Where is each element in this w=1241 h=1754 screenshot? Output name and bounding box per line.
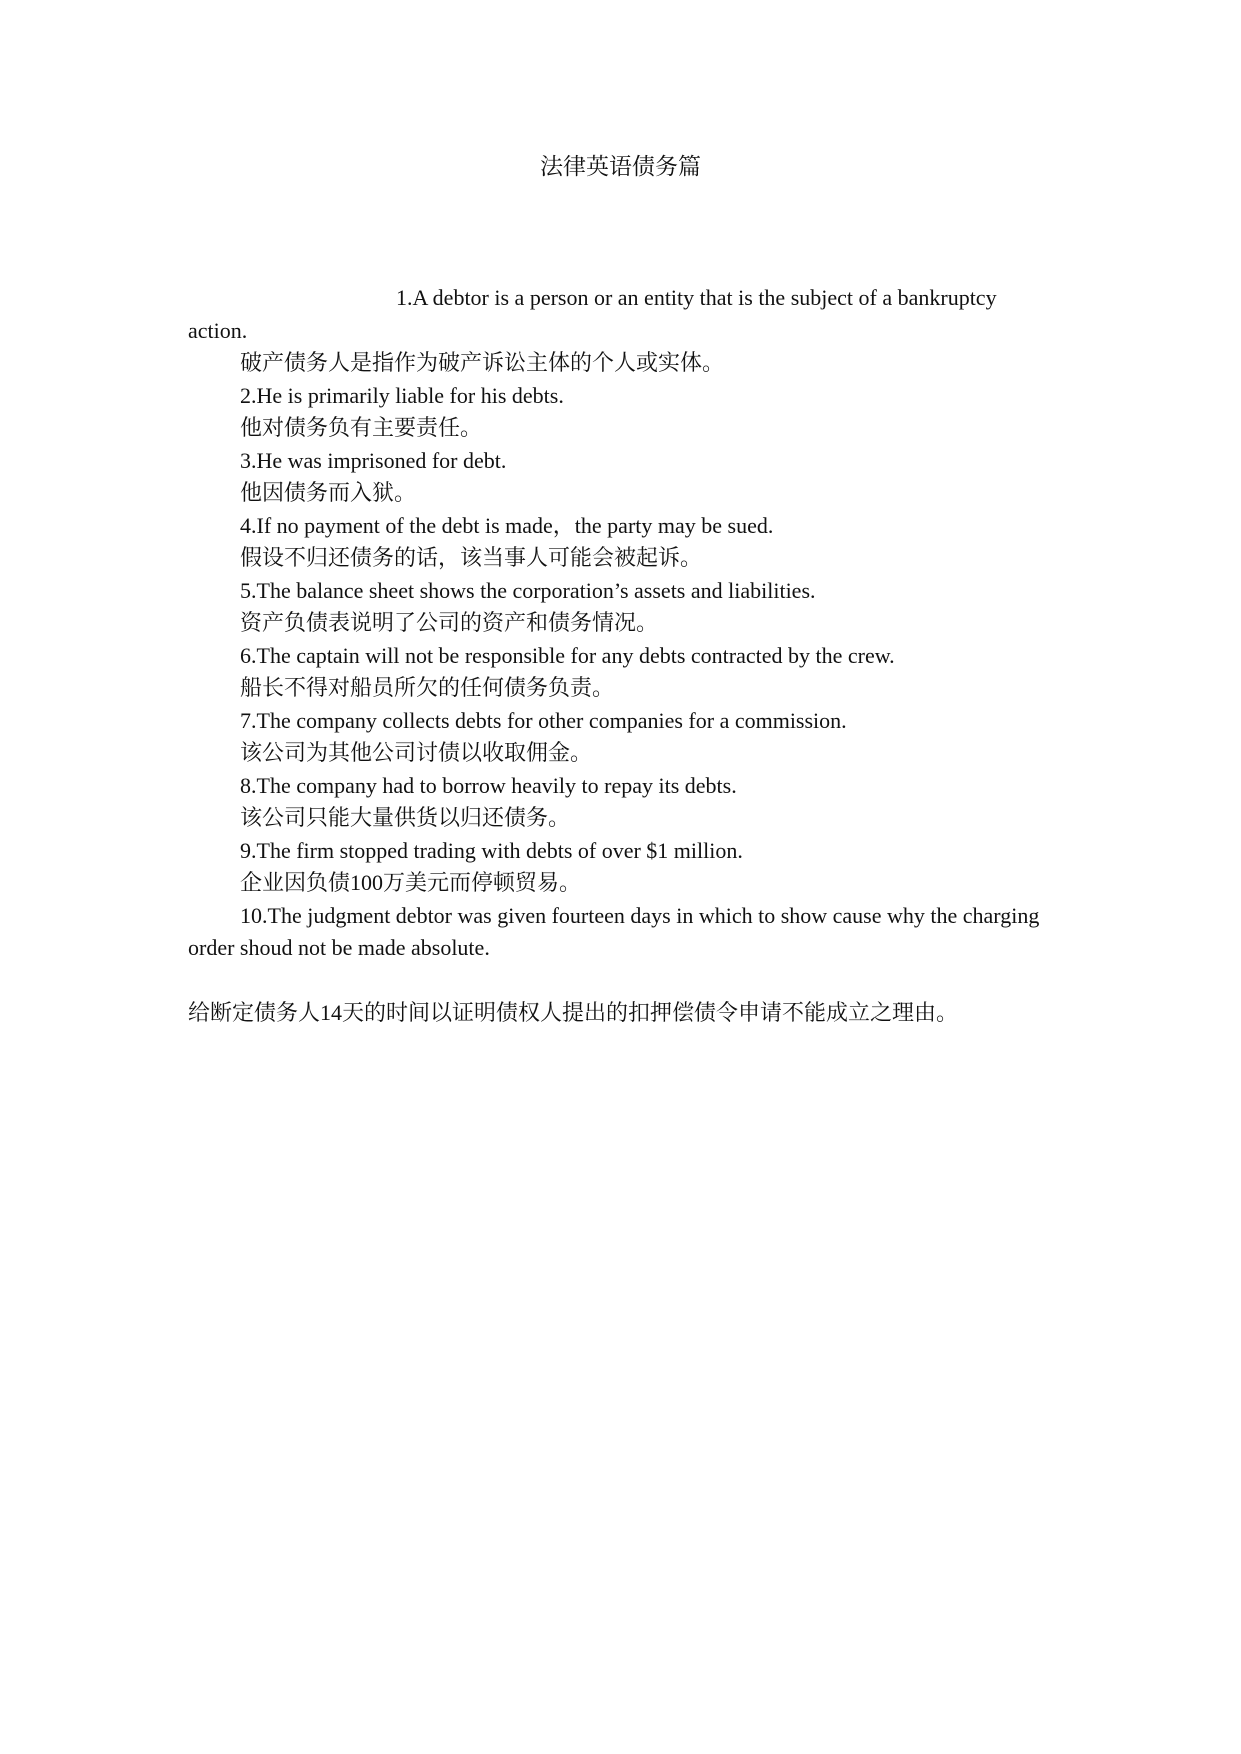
item-10-english: 10.The judgment debtor was given fourteen days in which to show cause why the charging order shoud not be made absolute. (188, 902, 1040, 960)
item-1-chinese: 破产债务人是指作为破产诉讼主体的个人或实体。 (240, 350, 725, 375)
item-6-chinese: 船长不得对船员所欠的任何债务负责。 (240, 675, 615, 700)
document-body (188, 282, 1058, 1029)
closing-translation: 给断定债务人14天的时间以证明债权人提出的扣押偿债令申请不能成立之理由。 (188, 999, 959, 1025)
item-7-chinese: 该公司为其他公司讨债以收取佣金。 (240, 740, 593, 765)
item-9-english: 9.The firm stopped trading with debts of over $1 million. (240, 837, 743, 863)
item-4-english: 4.If no payment of the debt is made，the party may be sued. (240, 512, 774, 538)
item-6-english: 6.The captain will not be responsible for any debts contracted by the crew. (240, 642, 895, 668)
item-9-chinese: 企业因负债100万美元而停顿贸易。 (240, 870, 582, 895)
item-3-english: 3.He was imprisoned for debt. (240, 447, 507, 473)
item-7-english: 7.The company collects debts for other companies for a commission. (240, 707, 847, 733)
item-3-chinese: 他因债务而入狱。 (240, 480, 417, 505)
document-title: 法律英语债务篇 (540, 154, 701, 179)
item-8-chinese: 该公司只能大量供货以归还债务。 (240, 805, 571, 830)
item-5-english: 5.The balance sheet shows the corporation’s assets and liabilities. (240, 577, 816, 603)
item-8-english: 8.The company had to borrow heavily to repay its debts. (240, 772, 737, 798)
item-1-english: 1.A debtor is a person or an entity that is the subject of a bankruptcy action. (188, 285, 997, 343)
item-5-chinese: 资产负债表说明了公司的资产和债务情况。 (240, 610, 659, 635)
item-2-chinese: 他对债务负有主要责任。 (240, 415, 483, 440)
paragraph-gap (188, 965, 1058, 997)
item-2-english: 2.He is primarily liable for his debts. (240, 382, 564, 408)
item-4-chinese: 假设不归还债务的话，该当事人可能会被起诉。 (240, 545, 703, 570)
